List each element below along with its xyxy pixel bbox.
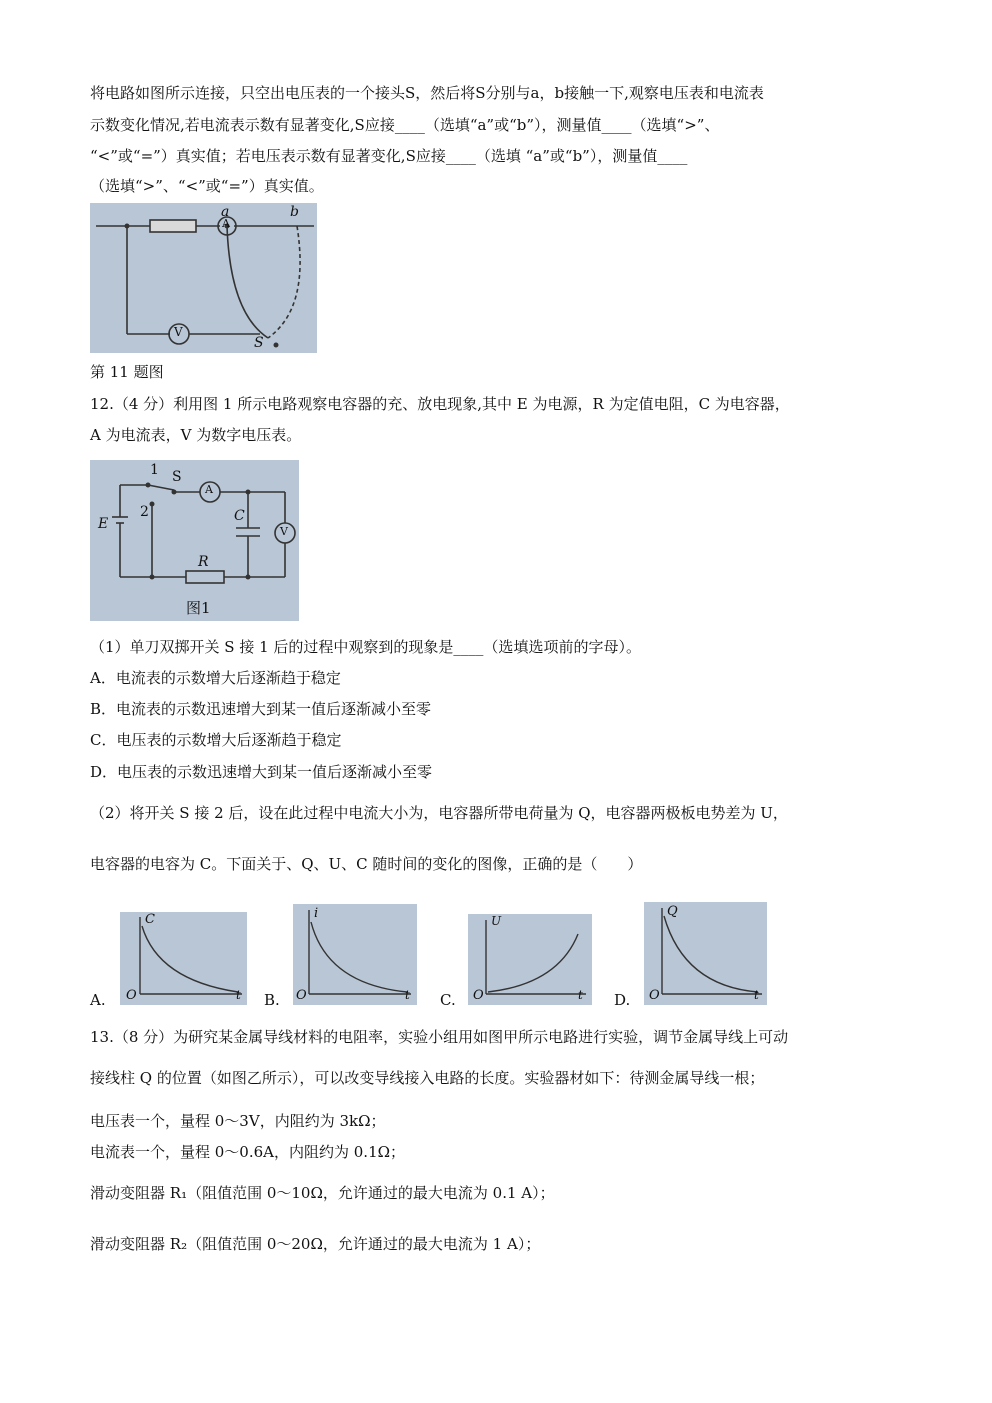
switch-pos-1: 1 (150, 462, 159, 478)
q13-line-2: 接线柱 Q 的位置（如图乙所示），可以改变导线接入电路的长度。实验器材如下：待测金属导线一根； (90, 1069, 765, 1087)
q12-option-b: B．电流表的示数迅速增大到某一值后逐渐减小至零 (90, 700, 432, 718)
graph-c-y-label: U (491, 914, 502, 928)
label-a: a (221, 204, 230, 220)
q11-line-4: （选填“>”、“<”或“=”）真实值。 (90, 177, 324, 195)
graph-c (468, 914, 592, 1005)
q13-line-5: 滑动变阻器 R₁（阻值范围 0～10Ω，允许通过的最大电流为 0.1 A）； (90, 1184, 555, 1202)
q13-line-4: 电流表一个，量程 0～0.6A，内阻约为 0.1Ω； (90, 1143, 406, 1161)
q12-part2-line-1: （2）将开关 S 接 2 后，设在此过程中电流大小为，电容器所带电荷量为 Q，电容器两极板电势差为 U， (90, 804, 788, 822)
q12-part1: （1）单刀双掷开关 S 接 1 后的过程中观察到的现象是____（选填选项前的字母）。 (90, 638, 641, 656)
graph-b-x-label: t (405, 988, 410, 1002)
q12-header-2: A 为电流表，V 为数字电压表。 (90, 426, 302, 444)
q13-line-1: 13.（8 分）为研究某金属导线材料的电阻率，实验小组用如图甲所示电路进行实验，调节金属导线上可动 (90, 1028, 789, 1046)
graph-a-x-label: t (236, 988, 241, 1002)
capacitor-label: C (234, 508, 245, 524)
graph-a-letter: A. (90, 991, 106, 1009)
graph-b-letter: B. (264, 991, 280, 1009)
switch-label: S (172, 469, 182, 485)
graph-c-origin: O (473, 988, 484, 1003)
voltmeter-label: V (174, 325, 183, 339)
ammeter-label: A (205, 483, 213, 496)
graph-d-y-label: Q (667, 904, 678, 919)
graph-d (644, 902, 767, 1005)
graph-c-letter: C. (440, 991, 456, 1009)
ammeter-label: A (222, 217, 230, 230)
graph-a-origin: O (126, 988, 137, 1003)
label-b: b (290, 204, 299, 220)
graph-a (120, 912, 247, 1005)
q12-option-a: A．电流表的示数增大后逐渐趋于稳定 (90, 669, 341, 687)
q13-line-6: 滑动变阻器 R₂（阻值范围 0～20Ω，允许通过的最大电流为 1 A）； (90, 1235, 541, 1253)
q13-line-3: 电压表一个，量程 0～3V，内阻约为 3kΩ； (90, 1112, 386, 1130)
voltmeter-label: V (280, 525, 288, 538)
q11-figure-caption: 第 11 题图 (90, 363, 164, 381)
q11-line-1: 将电路如图所示连接，只空出电压表的一个接头S，然后将S分别与a，b接触一下,观察电压表和电流表 (90, 84, 764, 102)
q12-option-d: D．电压表的示数迅速增大到某一值后逐渐减小至零 (90, 763, 433, 781)
q12-header-1: 12.（4 分）利用图 1 所示电路观察电容器的充、放电现象,其中 E 为电源，R 为定值电阻，C 为电容器， (90, 395, 790, 413)
graph-a-y-label: C (145, 912, 155, 927)
switch-pos-2: 2 (140, 504, 149, 520)
graph-c-x-label: t (578, 988, 583, 1002)
q11-line-3: “<”或“=”）真实值；若电压表示数有显著变化,S应接____（选填 “a”或“b”），测量值____ (90, 147, 688, 165)
q12-circuit-figure (90, 460, 299, 621)
q11-circuit-figure (90, 203, 317, 353)
source-label: E (98, 516, 109, 532)
q12-part2-line-2: 电容器的电容为 C。下面关于、Q、U、C 随时间的变化的图像，正确的是（ ） (90, 855, 643, 873)
q11-line-2: 示数变化情况,若电流表示数有显著变化,S应接____（选填“a”或“b”），测量值____（选填“>”、 (90, 116, 720, 134)
label-s: S (254, 335, 264, 351)
graph-b-y-label: i (314, 906, 319, 921)
resistor-label: R (198, 554, 209, 570)
figure-caption: 图1 (186, 599, 211, 617)
graph-d-origin: O (649, 988, 660, 1003)
graph-d-x-label: t (754, 988, 759, 1002)
q12-option-c: C．电压表的示数增大后逐渐趋于稳定 (90, 731, 342, 749)
graph-b (293, 904, 417, 1005)
graph-b-origin: O (296, 988, 307, 1003)
graph-d-letter: D. (614, 991, 631, 1009)
